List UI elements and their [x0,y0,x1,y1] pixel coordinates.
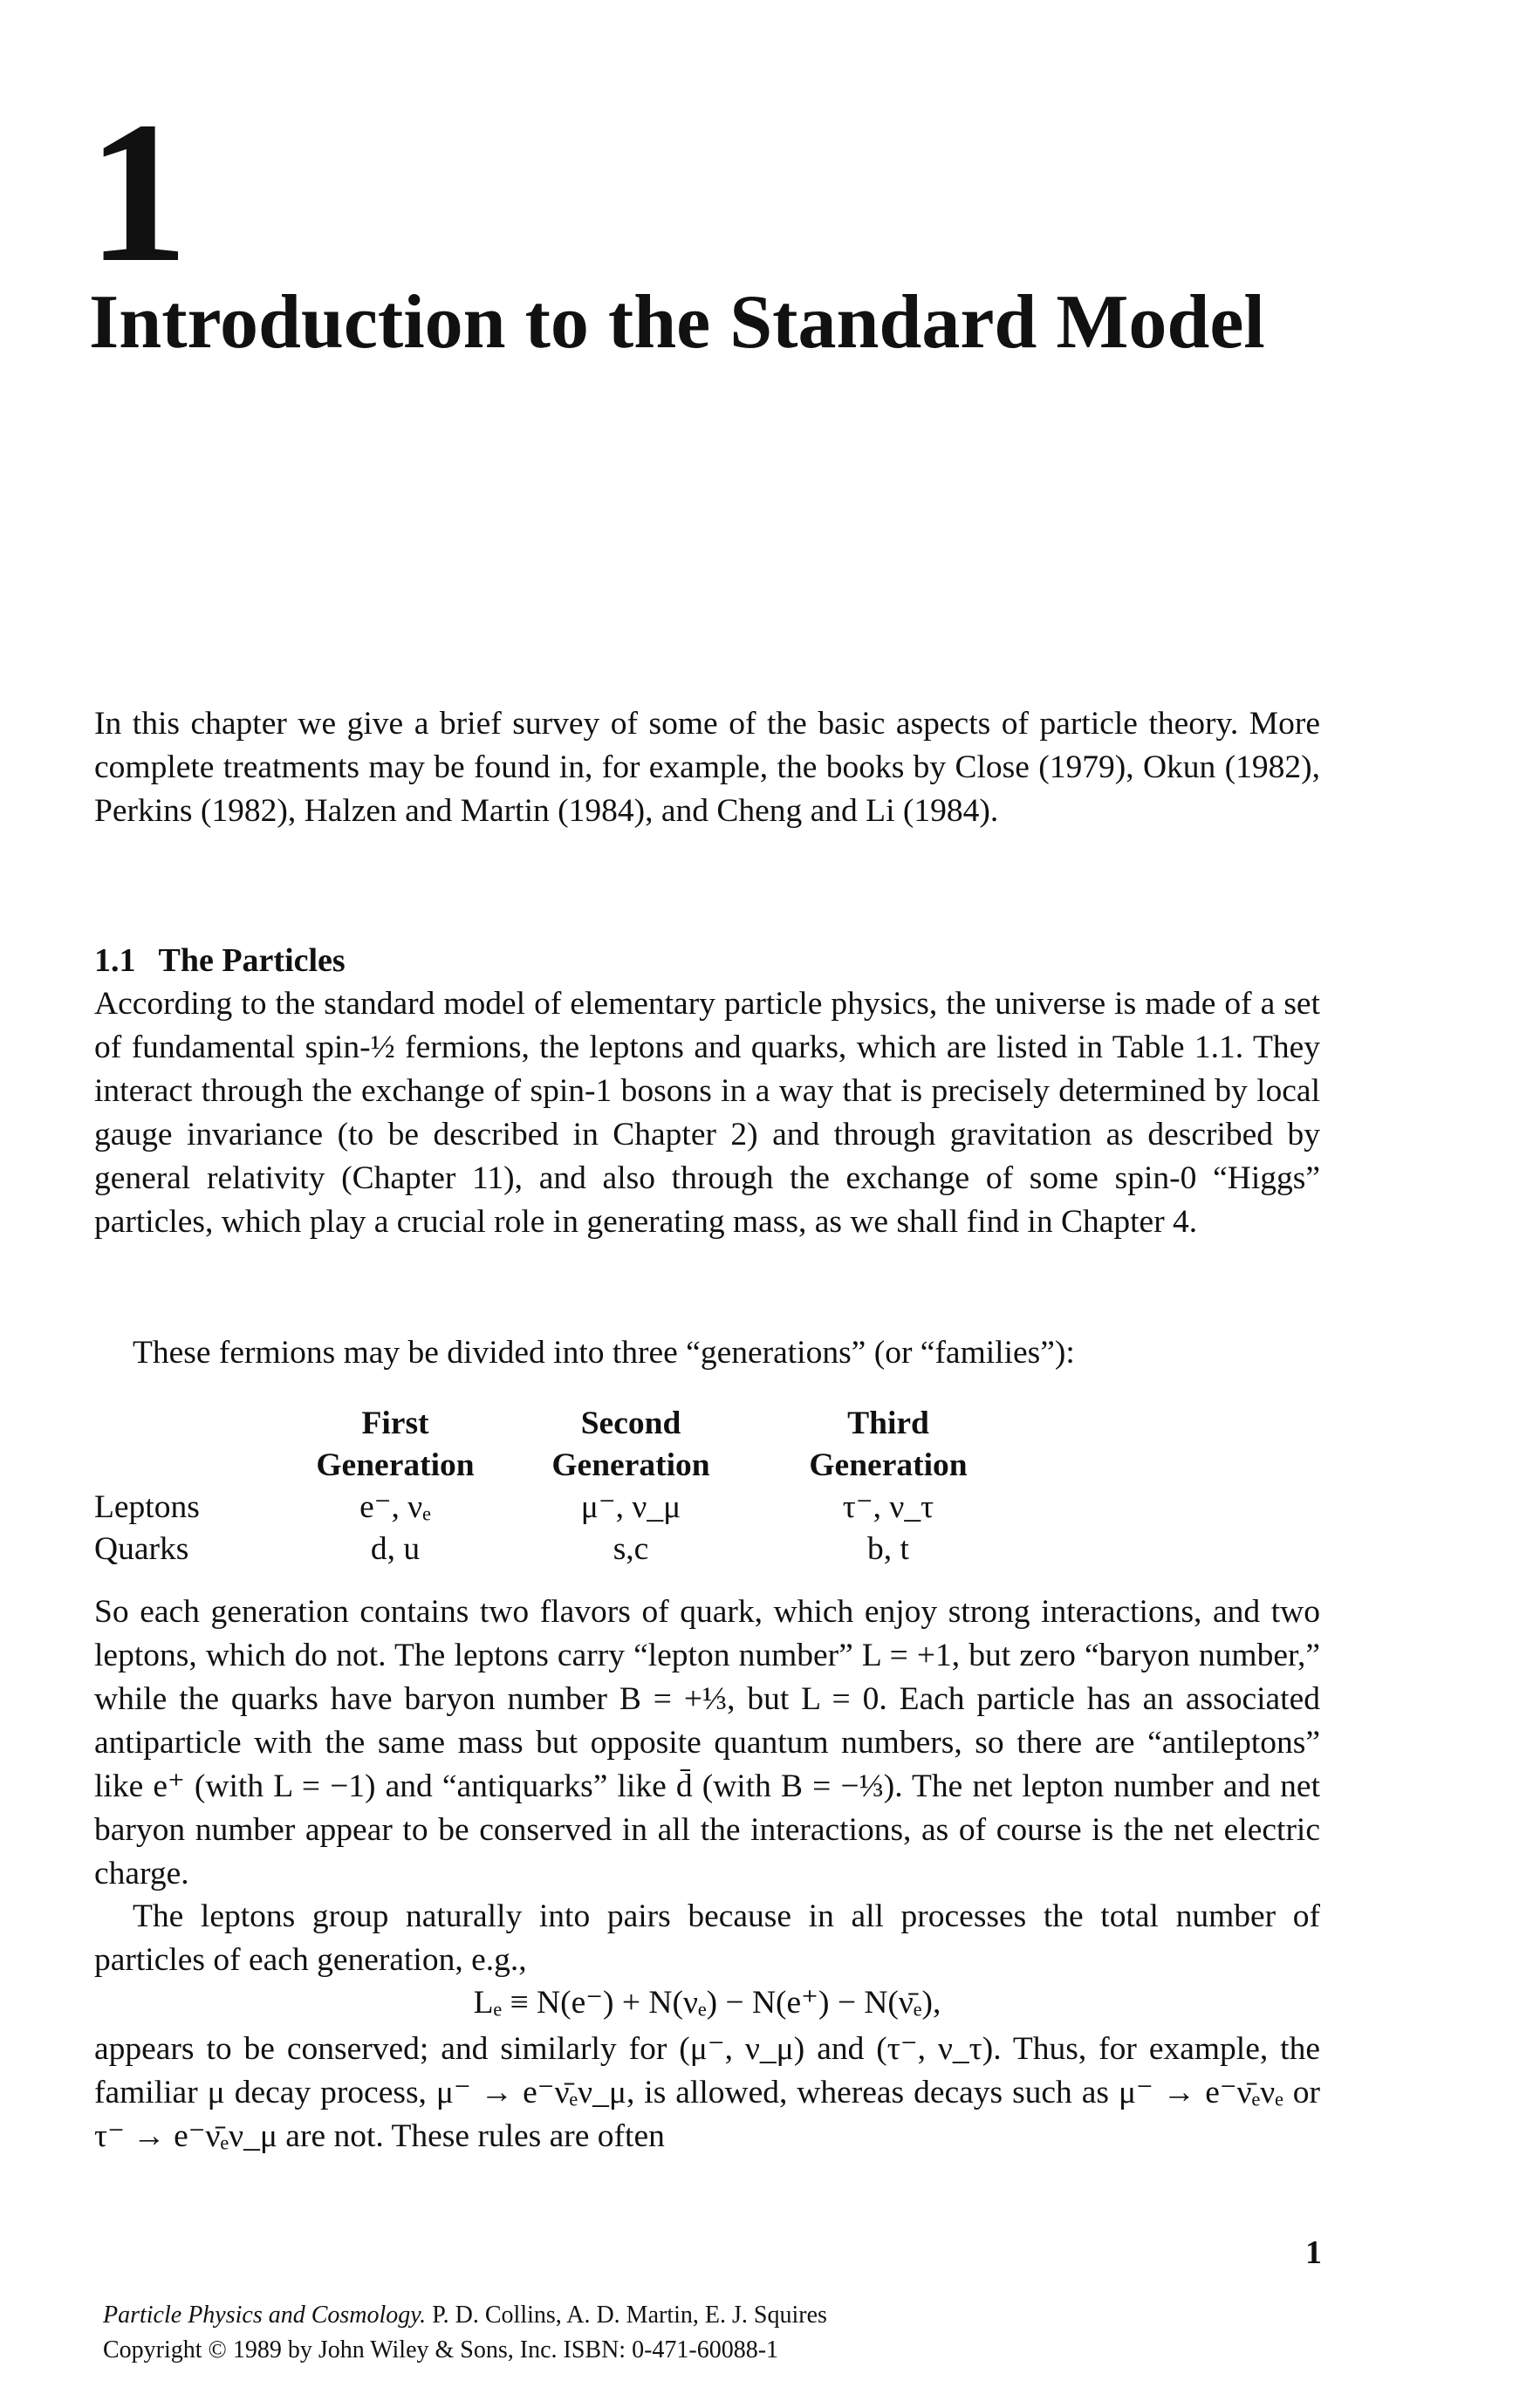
paragraph-particles: According to the standard model of elementary particle physics, the universe is made of a set of fundamental spin-½ fermions, the leptons and quarks, which are listed in Table 1.1. They interact through the exchange of spin-1 bosons in a way that is precisely determined by local gauge invariance (to be described in Chapter 2) and through gravitation as described by general relativity (Chapter 11), and also through the exchange of some spin-0 “Higgs” particles, which play a crucial role in generating mass, as we shall find in Chapter 4. [94,986,1320,1240]
table-cell: d, u [370,1531,421,1567]
footer-copyright: Copyright © 1989 by John Wiley & Sons, Inc. ISBN: 0-471-60088-1 [103,2336,779,2363]
paragraph-generation-content: So each generation contains two flavors of quark, which enjoy strong interactions, and two leptons, which do not. The leptons carry “lepton number” L = +1, but zero “baryon number,” while the quarks have baryon number B = +⅓, but L = 0. Each particle has an associated antiparticle with the same mass but opposite quantum numbers, so there are “antileptons” like e⁺ (with L = −1) and “antiquarks” like d̄ (with B = −⅓). The net lepton number and net baryon number appear to be conserved in all the interactions, as of course is the net electric charge. [94,1594,1320,1891]
header-first-line1: First [361,1406,429,1441]
table-header-row-1 [94,1403,1019,1445]
header-third-line1: Third [847,1406,929,1441]
paragraph-lepton-pairs: The leptons group naturally into pairs because in all processes the total number of particles of each generation, e.g., [94,1898,1320,1978]
footer [103,2298,827,2368]
footer-authors: P. D. Collins, A. D. Martin, E. J. Squires [432,2302,827,2329]
table-row [94,1529,1019,1570]
row-label-leptons: Leptons [94,1489,200,1525]
table-cell: b, t [867,1531,909,1567]
chapter-number: 1 [87,80,188,304]
paragraph-generations-intro: These fermions may be divided into three “generations” (or “families”): [133,1335,1075,1371]
table-row [94,1487,1019,1529]
generations-table [94,1403,1019,1570]
footer-citation [103,2298,827,2333]
lepton-number-equation: Lₑ ≡ N(e⁻) + N(νₑ) − N(e⁺) − N(ν̄ₑ), [473,1985,941,2021]
chapter-title: Introduction to the Standard Model [89,280,1265,365]
paragraph-decay-rules: appears to be conserved; and similarly for (μ⁻, ν_μ) and (τ⁻, ν_τ). Thus, for example, the familiar μ decay process, μ⁻ → e⁻ν̄ₑν_μ, is allowed, whereas decays such as μ⁻ → e⁻ν̄ₑνₑ or τ⁻ → e⁻ν̄ₑν_μ are not. These rules are often [94,2031,1320,2154]
table-cell: τ⁻, ν_τ [842,1489,934,1525]
page-number: 1 [1305,2234,1322,2271]
section-heading [94,939,346,982]
header-first-line2: Generation [316,1447,475,1483]
table-cell: s,c [613,1531,649,1567]
table-header-row-2 [94,1445,1019,1487]
header-second-line1: Second [580,1406,681,1441]
intro-paragraph: In this chapter we give a brief survey of some of the basic aspects of particle theory. More complete treatments may be found in, for example, the books by Close (1979), Okun (1982), Perkins (1982), Halzen and Martin (1984), and Cheng and Li (1984). [94,706,1320,829]
footer-book-title: Particle Physics and Cosmology. [103,2302,427,2329]
table-cell: μ⁻, ν_μ [580,1489,681,1525]
section-number: 1.1 [94,942,136,979]
row-label-quarks: Quarks [94,1531,189,1567]
header-third-line2: Generation [809,1447,968,1483]
section-title: The Particles [158,942,346,979]
table-cell: e⁻, νₑ [359,1489,431,1525]
header-second-line2: Generation [551,1447,710,1483]
